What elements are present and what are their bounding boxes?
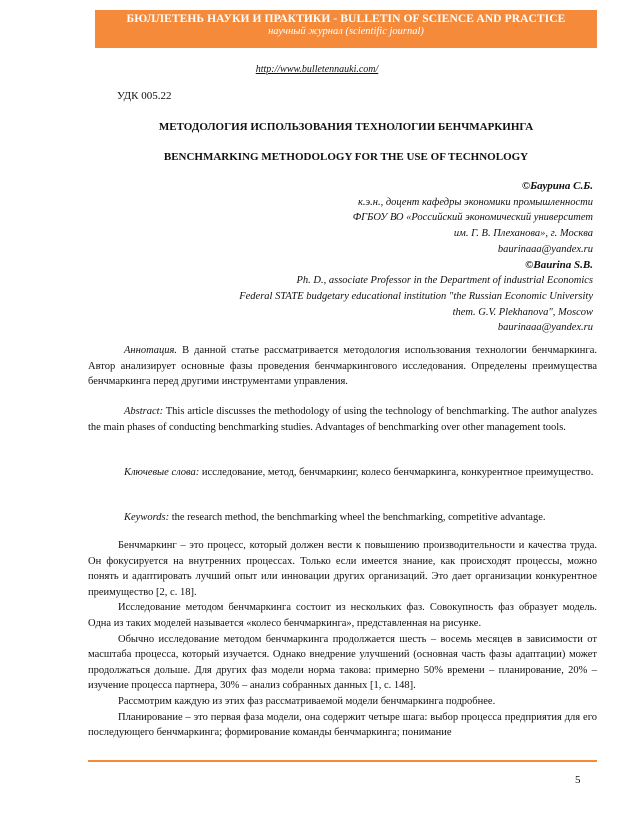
abstract-en-label: Abstract: [124, 406, 164, 417]
abstract-en-text: This article discusses the methodology of using the technology of benchmarking. The author analyzes the main phases of conducting benchmarking studies. Advantages of benchmarking over other management tools. [88, 406, 597, 433]
keywords-ru-label: Ключевые слова: [124, 467, 200, 478]
annotation-ru-label: Аннотация. [124, 345, 178, 356]
author-en-email[interactable]: baurinaaa@yandex.ru [497, 322, 593, 334]
author-name-en: ©Baurina S.B. [525, 258, 593, 271]
author-ru-institution-city: им. Г. В. Плеханова», г. Москва [453, 228, 593, 240]
article-title-en: BENCHMARKING METHODOLOGY FOR THE USE OF TECHNOLOGY [163, 151, 529, 163]
journal-title: БЮЛЛЕТЕНЬ НАУКИ И ПРАКТИКИ - BULLETIN OF SCIENCE AND PRACTICE [126, 13, 566, 25]
journal-header-banner [95, 10, 597, 48]
body-paragraph: Рассмотрим каждую из этих фаз рассматриваемой модели бенчмаркинга подробнее. [118, 695, 496, 707]
abstract-en [88, 404, 597, 435]
author-block [95, 179, 593, 336]
author-en-position: Ph. D., associate Professor in the Department of industrial Economics [296, 275, 593, 287]
author-ru-institution: ФГБОУ ВО «Российский экономический университет [352, 212, 593, 224]
body-paragraph: Обычно исследование методом бенчмаркинга продолжается шесть – восемь месяцев в зависимости от масштаба процесса, который изучается. Однако внедрение улучшений (основная часть фазы адаптации) может продолжаться дольше. Для других фаз модели норма такова: примерно 50% времени – планирование, 20% – изучение процесса партнера, 30% – анализ собранных данных [1, с. 148]. [88, 633, 597, 692]
author-ru-position: к.э.н., доцент кафедры экономики промышленности [357, 196, 593, 208]
author-en-institution-city: them. G.V. Plekhanova", Moscow [452, 306, 593, 318]
body-paragraph: Бенчмаркинг – это процесс, который должен вести к повышению производительности и качества труда. Он фокусируется на внутренних процессах. Только если имеется знание, как происходят процессы, можно понять и адаптировать лучший опыт или инновации других организаций. Это дает организации конкурентное преимущество [2, с. 18]. [88, 540, 597, 598]
journal-subtitle: научный журнал (scientific journal) [268, 26, 424, 37]
body-paragraph: Планирование – это первая фаза модели, она содержит четыре шага: выбор процесса предприятия для его последующего бенчмаркинга; формирование команды бенчмаркинга; понимание [88, 711, 597, 739]
keywords-en-text: the research method, the benchmarking wheel the benchmarking, competitive advantage. [169, 512, 546, 523]
author-en-institution: Federal STATE budgetary educational institution "the Russian Economic University [239, 290, 593, 302]
author-ru-email[interactable]: baurinaaa@yandex.ru [497, 243, 593, 255]
author-name-ru: ©Баурина С.Б. [521, 180, 593, 192]
journal-url-link[interactable]: http://www.bulletennauki.com/ [255, 64, 379, 75]
keywords-en [88, 510, 597, 526]
article-title-ru: МЕТОДОЛОГИЯ ИСПОЛЬЗОВАНИЯ ТЕХНОЛОГИИ БЕНЧМАРКИНГА [158, 121, 534, 133]
article-body [88, 538, 597, 741]
annotation-ru-text: В данной статье рассматривается методология использования технологии бенчмаркинга. Автор анализирует основные фазы проведения бенчмаркингового исследования. Определены преимущества бенчмаркинга перед другими инструментами управления. [88, 345, 597, 388]
keywords-en-label: Keywords: [124, 512, 170, 523]
page-number: 5 [575, 774, 581, 786]
body-paragraph: Исследование методом бенчмаркинга состоит из нескольких фаз. Совокупность фаз образует модель. Одна из таких моделей называется «колесо бенчмаркинга», представленная на рисунке. [88, 602, 597, 629]
footer-divider [88, 760, 597, 762]
keywords-ru-text: исследование, метод, бенчмаркинг, колесо бенчмаркинга, конкурентное преимущество. [199, 467, 594, 478]
annotation-ru [88, 343, 597, 390]
udk-code: УДК 005.22 [117, 90, 172, 102]
keywords-ru [88, 465, 597, 481]
